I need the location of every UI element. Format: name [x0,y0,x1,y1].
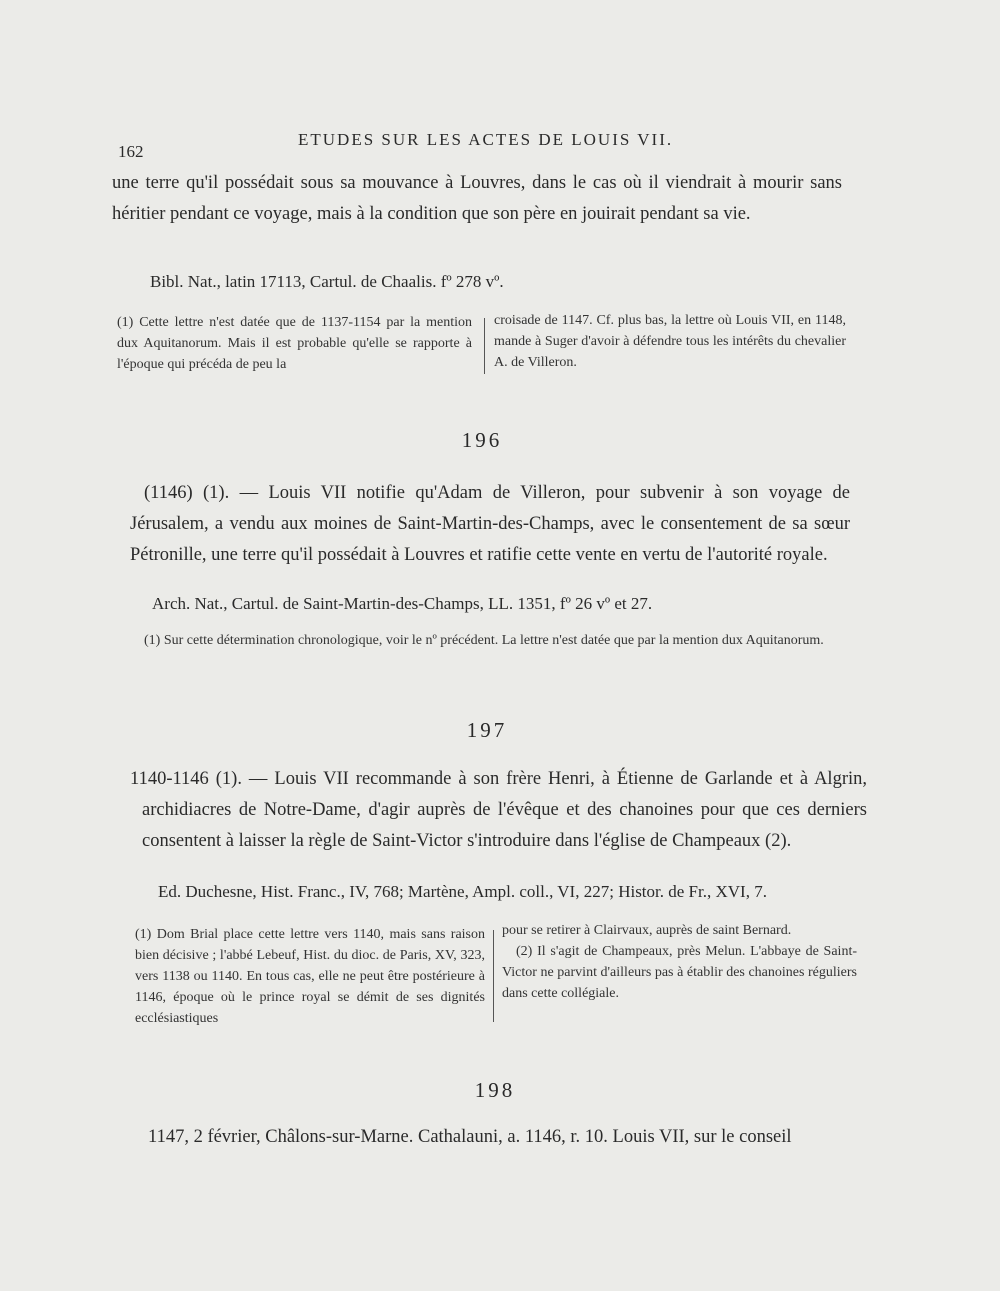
entry-paragraph [130,764,867,857]
footnote-left: (1) Cette lettre n'est datée que de 1137-1154 par la mention dux Aquitanorum. Mais il est probable qu'elle se rapporte à l'époque qui précéda de peu la [117,315,472,372]
footnote-column-rule [493,930,494,1022]
entry-date: (1146) (1). [144,483,230,503]
entry-source: Arch. Nat., Cartul. de Saint-Martin-des-Champs, LL. 1351, fº 26 vº et 27. [152,594,653,613]
entry-date: 1140-1146 (1). [130,769,242,789]
running-title: ETUDES SUR LES ACTES DE LOUIS VII. [298,130,674,149]
entry-number: 197 [466,718,508,742]
entry-paragraph [130,478,850,571]
entry-summary: — Louis VII notifie qu'Adam de Villeron, pour subvenir à son voyage de Jérusalem, a vendu aux moines de Saint-Martin-des-Champs, avec le consentement de sa sœur Pétronille, une terre qu'il possédait à Louvres et ratifie cette vente en vertu de l'autorité royale. [130,483,850,565]
page-number: 162 [118,142,144,161]
entry-summary: — Louis VII recommande à son frère Henri, à Étienne de Garlande et à Algrin, archidiacres de Notre-Dame, d'agir auprès de l'évêque et des chanoines pour que ces derniers consentent à laisser la règle de Saint-Victor s'introduire dans l'église de Champeaux (2). [142,769,867,851]
footnote-right: croisade de 1147. Cf. plus bas, la lettre où Louis VII, en 1148, mande à Suger d'avoir à défendre tous les intérêts du chevalier A. de Villeron. [494,313,846,370]
entry-number: 196 [461,428,503,452]
entry-source: Ed. Duchesne, Hist. Franc., IV, 768; Martène, Ampl. coll., VI, 227; Histor. de Fr., XVI, 7. [158,882,767,901]
footnote-right-second: (2) Il s'agit de Champeaux, près Melun. L'abbaye de Saint-Victor ne parvint d'ailleurs pas à établir des chanoines réguliers dans cette collégiale. [502,944,857,1001]
page-header [112,130,872,160]
intro-paragraph: une terre qu'il possédait sous sa mouvance à Louvres, dans le cas où il viendrait à mourir sans héritier pendant ce voyage, mais à la condition que son père en jouirait pendant sa vie. [112,173,842,224]
entry-footnote: (1) Sur cette détermination chronologique, voir le nº précédent. La lettre n'est datée que par la mention dux Aquitanorum. [144,633,824,648]
footnote-left: (1) Dom Brial place cette lettre vers 1140, mais sans raison bien décisive ; l'abbé Lebeuf, Hist. du dioc. de Paris, XV, 323, vers 1138 ou 1140. En tous cas, elle ne peut être postérieure à 1146, époque où le prince royal se démit de ses dignités ecclésiastiques [135,927,485,1026]
footnote-right-continuation: pour se retirer à Clairvaux, auprès de saint Bernard. [502,923,792,938]
entry-paragraph: 1147, 2 février, Châlons-sur-Marne. Cathalauni, a. 1146, r. 10. Louis VII, sur le conseil [148,1127,792,1147]
intro-source: Bibl. Nat., latin 17113, Cartul. de Chaalis. fº 278 vº. [150,272,504,291]
footnote-right [502,920,857,1004]
footnote-column-rule [484,318,485,374]
entry-number: 198 [474,1078,516,1102]
